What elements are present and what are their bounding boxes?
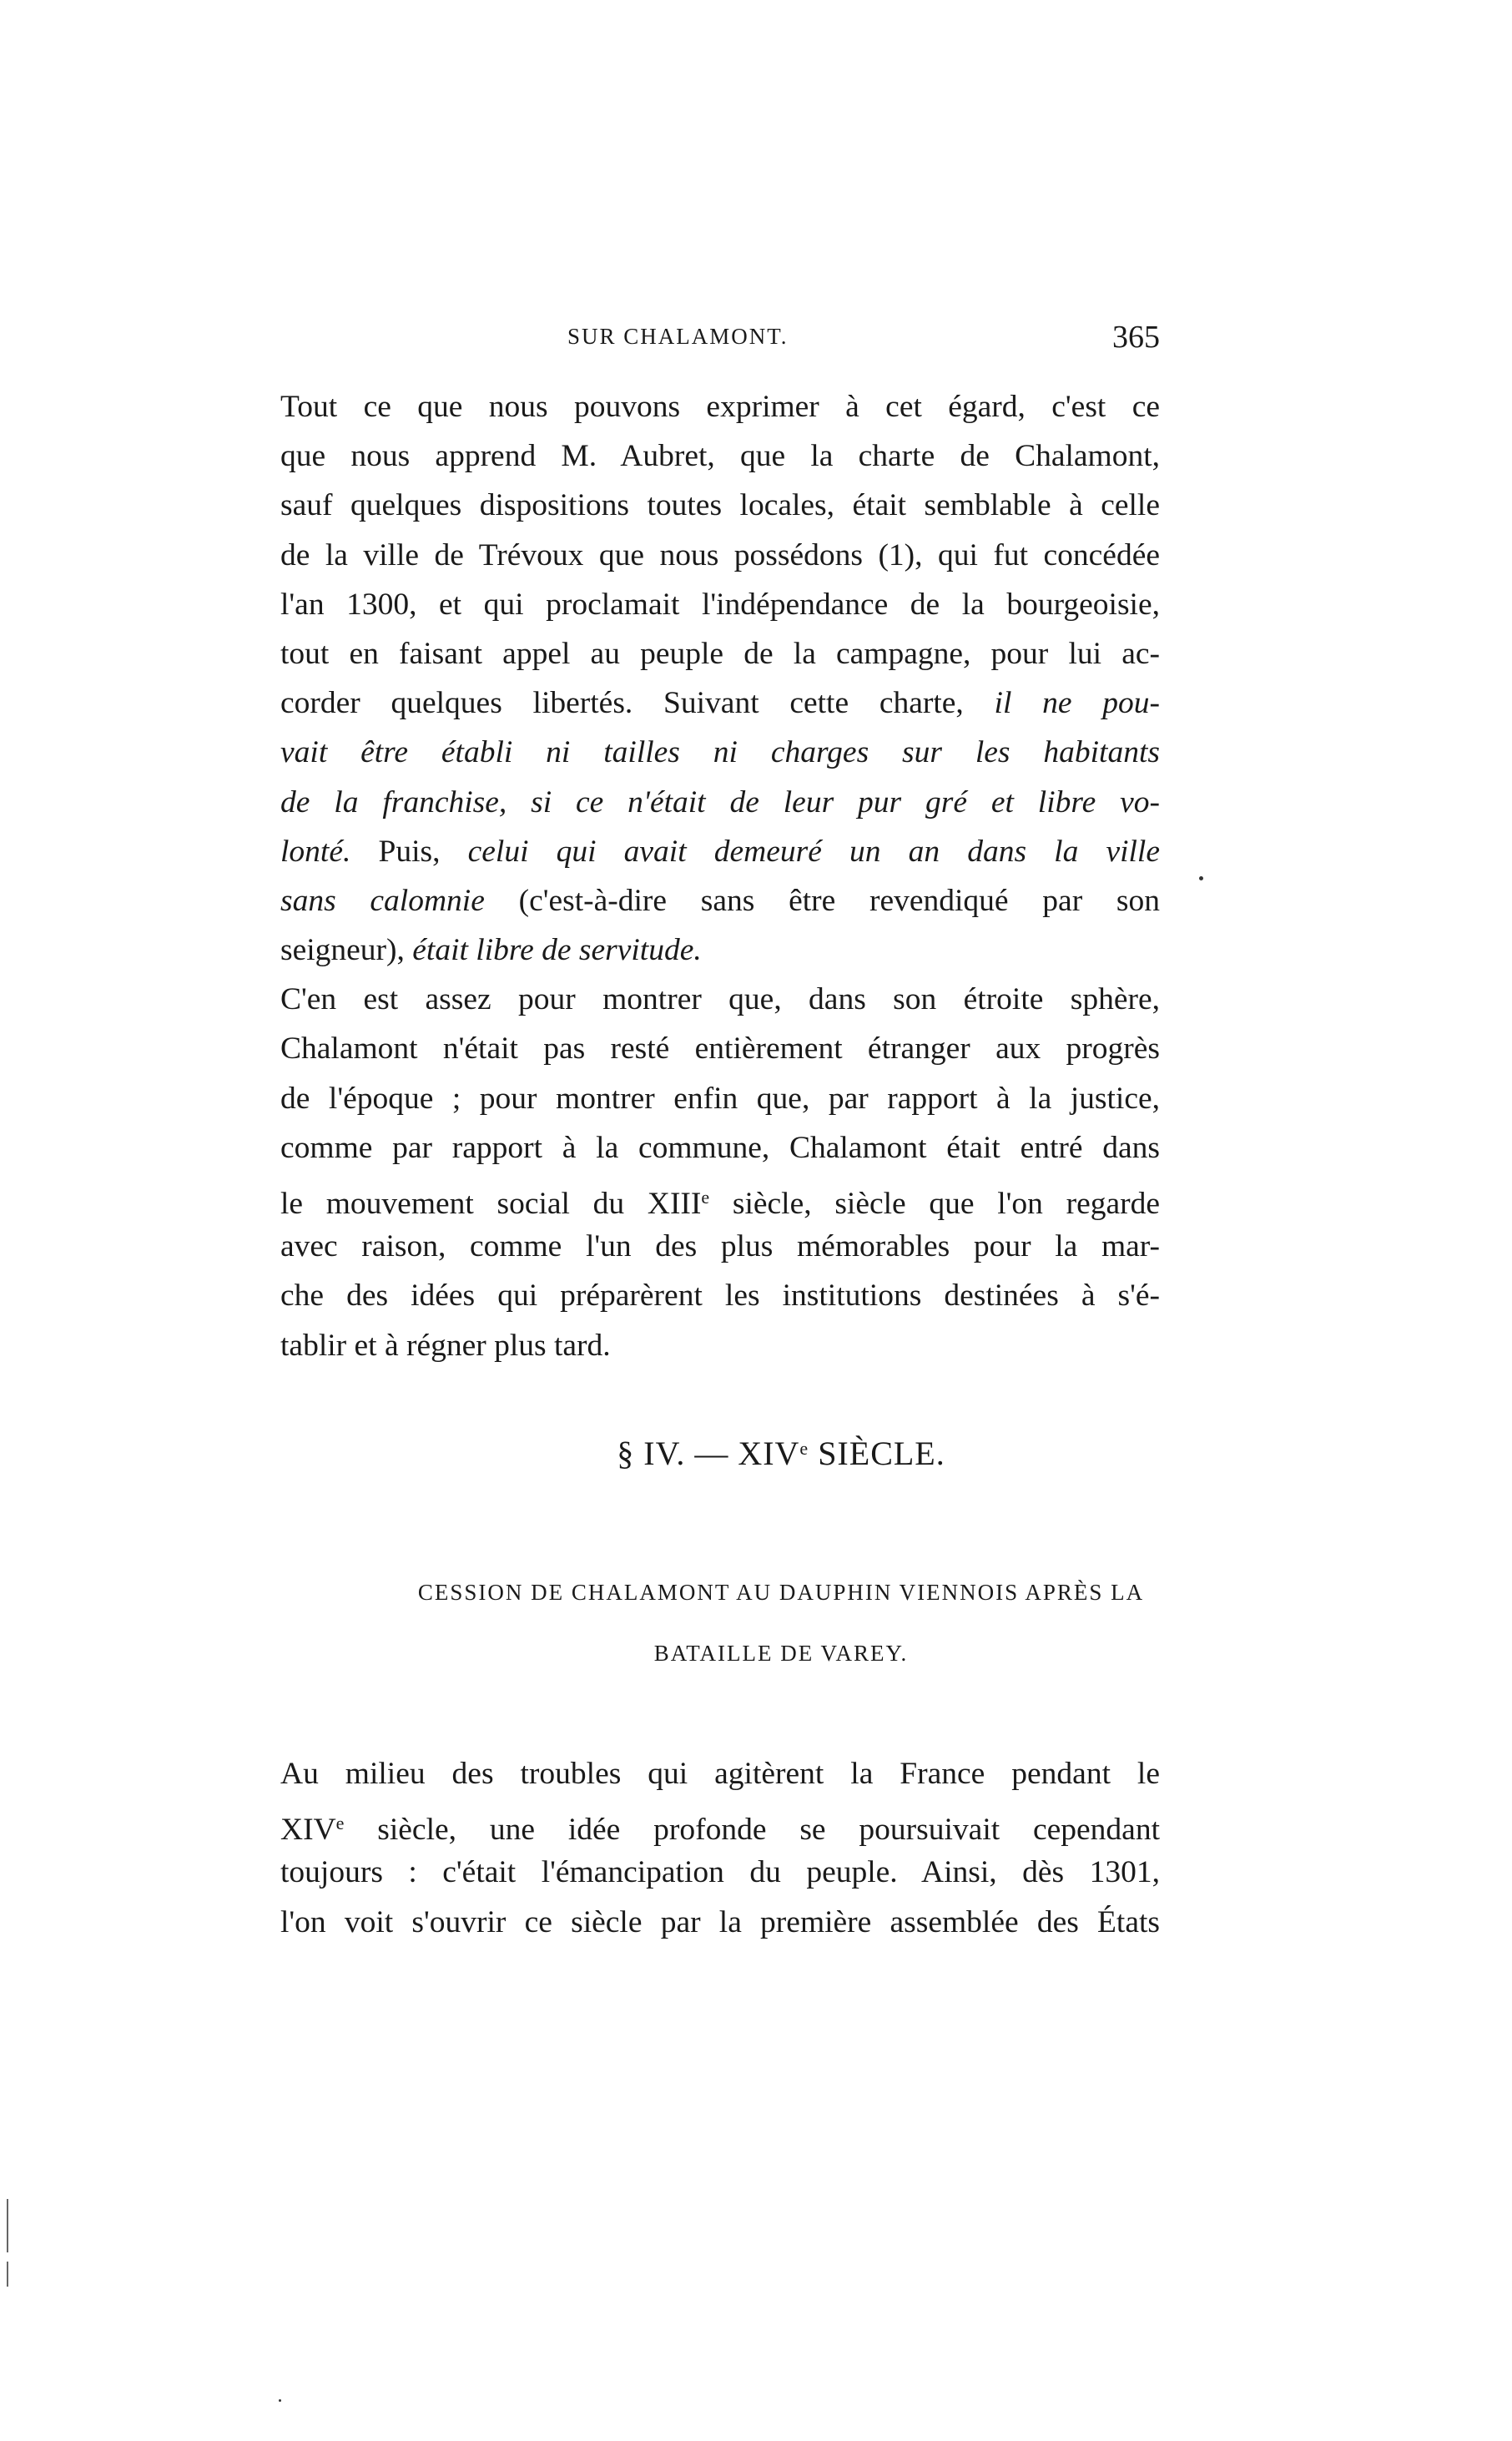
superscript: e xyxy=(335,1813,345,1834)
quotation: vait être établi ni tailles ni charges sur les habitants xyxy=(280,735,1160,770)
text-run: XIV xyxy=(280,1813,336,1848)
page-number: 365 xyxy=(1112,320,1160,355)
ink-speck xyxy=(279,2399,281,2402)
quotation: celui qui avait demeuré un an dans la ville xyxy=(467,834,1161,869)
text-run: siècle, une idée profonde se poursuivait cependant xyxy=(344,1813,1160,1848)
text-line: de l'époque ; pour montrer enfin que, par rapport à la justice, xyxy=(280,1081,1160,1116)
text-line: que nous apprend M. Aubret, que la charte de Chalamont, xyxy=(280,439,1160,474)
text-line xyxy=(280,678,1160,728)
body-text-lower xyxy=(280,1749,1160,1947)
text-line: toujours : c'était l'émancipation du peuple. Ainsi, dès 1301, xyxy=(280,1855,1160,1890)
text-line: Au milieu des troubles qui agitèrent la France pendant le xyxy=(280,1757,1160,1791)
paragraph-1 xyxy=(280,382,1160,975)
text-line xyxy=(280,1173,1160,1222)
superscript: e xyxy=(701,1187,710,1208)
text-line xyxy=(280,728,1160,777)
quotation: sans calomnie xyxy=(280,883,485,918)
quotation: de la franchise, si ce n'était de leur pur gré et libre vo- xyxy=(280,784,1160,820)
text-line: l'an 1300, et qui proclamait l'indépendance de la bourgeoisie, xyxy=(280,587,1160,622)
heading-text: SIÈCLE. xyxy=(809,1435,945,1472)
text-line: l'on voit s'ouvrir ce siècle par la première assemblée des États xyxy=(280,1904,1160,1939)
superscript: e xyxy=(799,1438,809,1459)
text-run: Puis, xyxy=(378,834,441,869)
running-head xyxy=(284,320,1160,366)
paragraph-3 xyxy=(280,1749,1160,1947)
text-line xyxy=(280,827,1160,876)
text-line: de la ville de Trévoux que nous possédons (1), qui fut concédée xyxy=(280,537,1160,572)
text-line xyxy=(280,876,1160,925)
scan-mark xyxy=(7,2262,8,2287)
text-line: tablir et à régner plus tard. xyxy=(280,1328,611,1363)
text-line: comme par rapport à la commune, Chalamont était entré dans xyxy=(280,1130,1160,1165)
text-run: seigneur), xyxy=(280,933,405,968)
body-text-upper xyxy=(280,382,1160,1370)
text-line: avec raison, comme l'un des plus mémorables pour la mar- xyxy=(280,1229,1160,1264)
scan-mark xyxy=(7,2199,8,2252)
text-line: Chalamont n'était pas resté entièrement étranger aux progrès xyxy=(280,1031,1160,1067)
section-heading xyxy=(0,1434,1512,1473)
text-line xyxy=(280,925,1160,975)
text-line: tout en faisant appel au peuple de la campagne, pour lui ac- xyxy=(280,636,1160,671)
quotation: était libre de servitude. xyxy=(412,933,702,968)
running-title: SUR CHALAMONT. xyxy=(567,324,789,349)
text-run: siècle, siècle que l'on regarde xyxy=(709,1187,1160,1221)
text-line: che des idées qui préparèrent les institutions destinées à s'é- xyxy=(280,1278,1160,1314)
text-run: (c'est-à-dire sans être revendiqué par son xyxy=(518,883,1160,918)
section-subtitle-line-1: CESSION DE CHALAMONT AU DAUPHIN VIENNOIS APRÈS LA xyxy=(417,1580,1145,1605)
text-run: corder quelques libertés. Suivant cette charte, xyxy=(280,686,964,721)
text-line xyxy=(280,1798,1160,1848)
ink-speck xyxy=(1199,876,1203,880)
section-subtitle-line-2: BATAILLE DE VAREY. xyxy=(653,1641,909,1666)
text-line xyxy=(280,778,1160,827)
text-line: sauf quelques dispositions toutes locales, était semblable à celle xyxy=(280,488,1160,523)
text-line: Tout ce que nous pouvons exprimer à cet égard, c'est ce xyxy=(280,390,1160,424)
paragraph-2 xyxy=(280,975,1160,1370)
heading-text: § IV. — XIV xyxy=(617,1435,800,1472)
quotation: il ne pou- xyxy=(994,686,1160,721)
quotation: lonté. xyxy=(280,834,351,869)
text-line: C'en est assez pour montrer que, dans son étroite sphère, xyxy=(280,982,1160,1017)
text-run: le mouvement social du XIII xyxy=(280,1187,702,1221)
